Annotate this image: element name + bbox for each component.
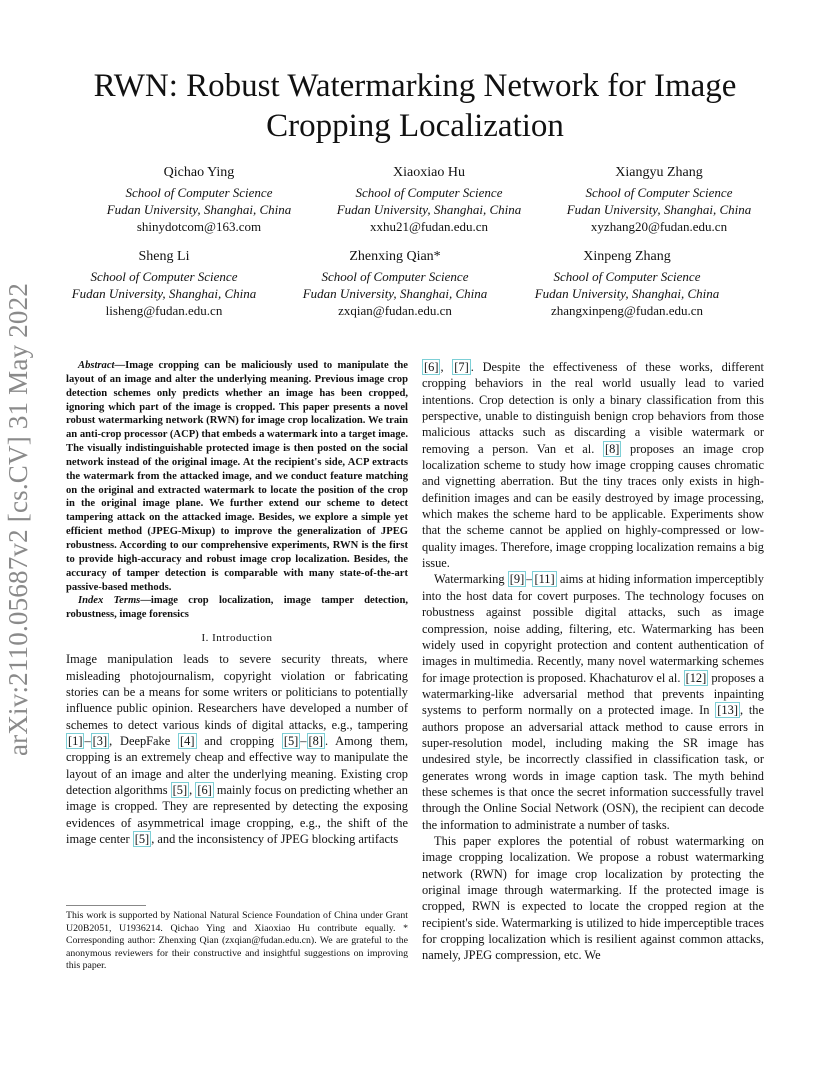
author-univ: Fudan University, Shanghai, China <box>336 202 522 217</box>
author-block <box>69 164 329 235</box>
author-name: Qichao Ying <box>163 165 235 180</box>
text-run: aims at hiding information imperceptibly into the host data for covert purposes. The technology focuses on robustness against possible digital attacks, such as image compression, noise adding, filtering, etc. Watermarking has been widely used in copyright protection and content authentication of images in multimedia. Recently, many novel watermarking schemes for image protection is proposed. Khachaturov el al. <box>422 572 764 685</box>
author-name: Xiangyu Zhang <box>615 165 703 180</box>
text-run: Image manipulation leads to severe security threats, where misleading photojournalism, copyright violation or fabricating stories can be a means for some writers or politicians to potentially influence public opinion. Researchers have developed a number of schemes to detect various kinds of digital attacks, e.g., tampering <box>66 652 408 732</box>
right-column <box>422 359 764 964</box>
section-heading: I. Introduction <box>201 632 273 645</box>
text-run: – <box>300 734 307 749</box>
author-name: Xiaoxiao Hu <box>393 165 465 180</box>
citation-link[interactable]: [8] <box>308 734 323 749</box>
author-dept: School of Computer Science <box>355 185 503 200</box>
arxiv-stamp <box>2 276 36 762</box>
body-paragraph <box>422 571 764 833</box>
author-name: Sheng Li <box>138 249 190 264</box>
author-univ: Fudan University, Shanghai, China <box>302 286 488 301</box>
author-block <box>34 248 294 319</box>
index-terms <box>66 594 408 622</box>
text-run: – <box>84 734 91 749</box>
author-dept: School of Computer Science <box>90 269 238 284</box>
text-run: – <box>526 572 533 587</box>
author-email: zhangxinpeng@fudan.edu.cn <box>550 303 704 318</box>
citation-link[interactable]: [13] <box>717 703 738 718</box>
author-block <box>299 164 559 235</box>
abstract-label: Abstract <box>78 360 115 371</box>
text-run: mainly focus on predicting whether an image is cropped. They are represented by detecting the exposing evidences of asymmetrical image cropping, e.g., the shift of the image center <box>66 783 408 847</box>
author-dept: School of Computer Science <box>125 185 273 200</box>
title-line-2: Cropping Localization <box>266 108 564 144</box>
text-run: Watermarking <box>434 572 508 587</box>
author-block <box>497 248 757 319</box>
citation-link[interactable]: [7] <box>454 360 469 374</box>
citation-link[interactable]: [5] <box>134 832 150 847</box>
text-run: , and the inconsistency of JPEG blocking artifacts <box>151 832 399 847</box>
body-paragraph: This paper explores the potential of robust watermarking on image cropping localization. We propose a robust watermarking network (RWN) for image crop localization by protecting the original image through watermarking. If the protected image is cropped, RWN is expected to locate the cropped region at the recipient's side. Watermarking is utilized to hide imperceptible traces for cropping localization which is resilient against common attacks, namely, JPEG compression, etc. We <box>422 833 764 963</box>
citation-link[interactable]: [5] <box>283 734 299 749</box>
author-univ: Fudan University, Shanghai, China <box>106 202 292 217</box>
author-name: Zhenxing Qian* <box>349 249 441 264</box>
citation-link[interactable]: [12] <box>685 670 707 685</box>
index-terms-label: Index Terms <box>78 595 141 607</box>
text-run: , <box>189 783 196 798</box>
author-univ: Fudan University, Shanghai, China <box>71 286 257 301</box>
author-dept: School of Computer Science <box>585 185 733 200</box>
author-email: xyzhang20@fudan.edu.cn <box>590 219 728 234</box>
author-block <box>265 248 525 319</box>
paper-title <box>70 66 760 146</box>
text-run: proposes an image crop localization scheme to study how image cropping causes chromatic and vignetting aberration. But the tiny traces only exists in high-definition images and can be easily destroyed by image processing, which makes the scheme hard to be applicable. Experiments show that the scheme cannot be applied on highly-compressed or low-quality images. Therefore, image cropping localization remains a big issue. <box>422 441 764 571</box>
left-column <box>66 359 408 848</box>
index-terms-text: —image crop localization, image tamper detection, robustness, image forensics <box>66 595 408 621</box>
citation-link[interactable]: [9] <box>509 572 525 587</box>
author-univ: Fudan University, Shanghai, China <box>534 286 720 301</box>
author-univ: Fudan University, Shanghai, China <box>566 202 752 217</box>
citation-link[interactable]: [6] <box>424 360 439 374</box>
intro-paragraph <box>66 651 408 847</box>
author-email: lisheng@fudan.edu.cn <box>105 303 223 318</box>
citation-link[interactable]: [11] <box>534 572 555 587</box>
text-run: and cropping <box>196 734 282 749</box>
citation-link[interactable]: [1] <box>68 734 83 749</box>
abstract-text: —Image cropping can be maliciously used to manipulate the layout of an image and alter the underlying meaning. Previous image crop detection schemes only predicts whether an image has been cropped, ignoring which part of the image is cropped. This paper presents a novel robust watermarking network (RWN) for image crop localization. We train an anti-crop processor (ACP) that embeds a watermark into a target image. The visually indistinguishable protected image is then posted on the social network instead of the original image. At the recipient's side, ACP extracts the watermark from the attacked image, and we conduct feature matching on the original and extracted watermark to locate the position of the crop in the original image plane. We further extend our scheme to detect tampering attack on the attacked image. Besides, we explore a simple yet efficient method (JPEG-Mixup) to improve the generalization of JPEG robustness. According to our comprehensive experiments, RWN is the first to provide high-accuracy and robust image crop localization. Besides, the accuracy of tamper detection is comparable with many state-of-the-art passive-based methods. <box>66 360 408 593</box>
abstract <box>66 359 408 594</box>
text-run: proposes a watermarking-like adversarial method that prevents inpainting systems to perform normally on a protected image. In <box>422 670 764 718</box>
text-run: , DeepFake <box>109 734 179 749</box>
author-dept: School of Computer Science <box>553 269 701 284</box>
citation-link[interactable]: [5] <box>172 783 188 798</box>
citation-link[interactable]: [4] <box>180 734 195 749</box>
text-run: , <box>440 360 453 374</box>
citation-link[interactable]: [3] <box>92 734 108 749</box>
author-email: xxhu21@fudan.edu.cn <box>369 219 489 234</box>
text-run: , the authors propose an adversarial attack method to cause errors in super-resolution model, including making the SR image has undesired style, be incorrectly classified in classification task, or generates wrong words in image caption task. The myth behind these schemes is that once the secret information successfully travel through the Online Social Network (OSN), the recipient can decode the information to administrate a number of tasks. <box>422 703 764 832</box>
citation-link[interactable]: [8] <box>604 441 620 456</box>
title-line-1: RWN: Robust Watermarking Network for Image <box>93 68 737 104</box>
text-run: . Despite the effectiveness of these works, different cropping behaviors in the real world usually lead to varied intentions. Crop detection is only a binary classification from this perspective, unable to distinguish benign crop behaviors from those malicious attacks such as discarding a visible watermark or removing a person. Van et al. <box>422 360 765 456</box>
author-name: Xinpeng Zhang <box>583 249 671 264</box>
footnote: This work is supported by National Natural Science Foundation of China under Grant U20B2051, U1936214. Qichao Ying and Xiaoxiao Hu contribute equally. * Corresponding author: Zhenxing Qian (zxqian@fudan.edu.cn). We are grateful to the anonymous reviewers for their constructive and insightful suggestions on improving this paper. <box>66 910 408 972</box>
author-dept: School of Computer Science <box>321 269 469 284</box>
body-paragraph <box>422 359 764 571</box>
text-run: . Among them, cropping is an extremely cheap and effective way to manipulate the layout of an image and alter the underlying meaning. Existing crop detection algorithms <box>66 734 409 798</box>
author-email: zxqian@fudan.edu.cn <box>338 303 452 318</box>
citation-link[interactable]: [6] <box>197 783 212 798</box>
arxiv-identifier: arXiv:2110.05687v2 [cs.CV] 31 May 2022 <box>3 282 34 756</box>
footnote-divider <box>66 905 146 906</box>
author-block <box>529 164 789 235</box>
author-email: shinydotcom@163.com <box>136 219 262 234</box>
